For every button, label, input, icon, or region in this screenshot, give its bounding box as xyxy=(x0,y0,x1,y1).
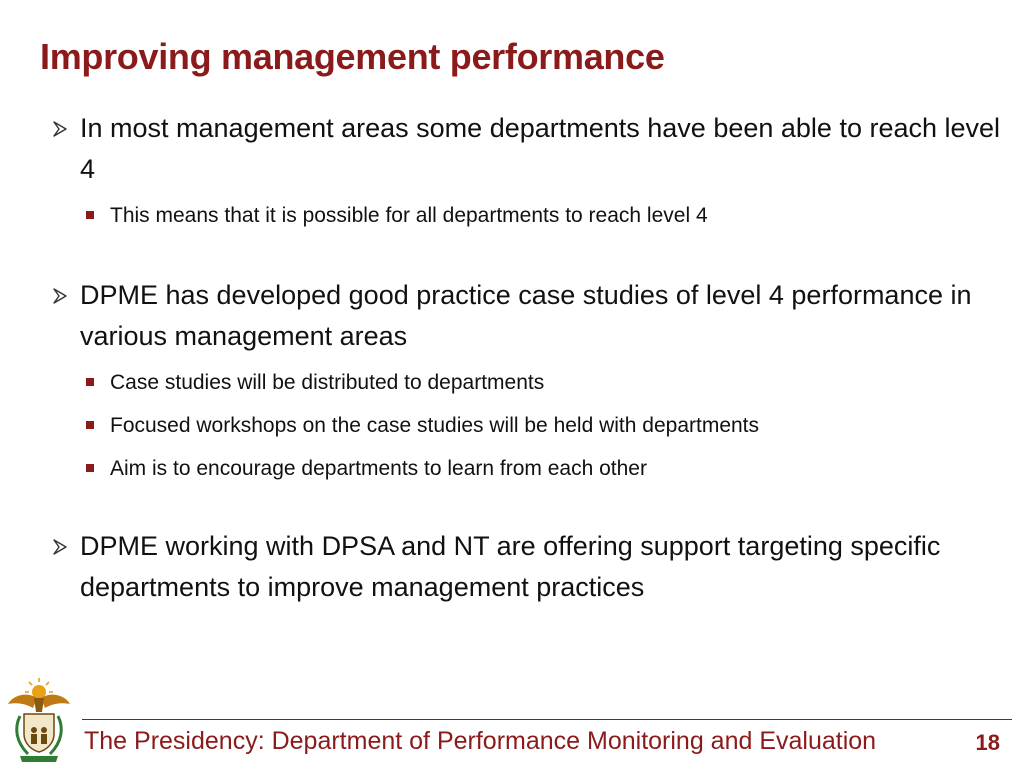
sub-bullet-item xyxy=(86,361,1002,404)
arrowhead-bullet-icon xyxy=(52,539,68,555)
bullet-text: DPME has developed good practice case studies of level 4 performance in various management areas xyxy=(80,280,972,351)
bullet-item xyxy=(52,275,1002,357)
bullet-item xyxy=(52,526,1002,608)
square-bullet-icon xyxy=(86,211,94,219)
square-bullet-icon xyxy=(86,421,94,429)
sub-bullet-text: Case studies will be distributed to departments xyxy=(110,371,545,394)
sub-bullet-list xyxy=(86,194,1002,237)
sub-bullet-item xyxy=(86,404,1002,447)
slide-content xyxy=(52,108,1002,608)
bullet-text: DPME working with DPSA and NT are offering support targeting specific departments to improve management practices xyxy=(80,531,941,602)
footer-text: The Presidency: Department of Performance Monitoring and Evaluation xyxy=(84,727,877,755)
square-bullet-icon xyxy=(86,464,94,472)
page-number: 18 xyxy=(975,730,1000,755)
arrowhead-bullet-icon xyxy=(52,288,68,304)
arrowhead-bullet-icon xyxy=(52,121,68,137)
sub-bullet-list xyxy=(86,361,1002,490)
footer-divider xyxy=(82,719,1012,720)
sub-bullet-text: This means that it is possible for all departments to reach level 4 xyxy=(110,204,708,227)
bullet-text: In most management areas some departments have been able to reach level 4 xyxy=(80,113,1001,184)
sub-bullet-item xyxy=(86,447,1002,490)
sub-bullet-text: Focused workshops on the case studies will be held with departments xyxy=(110,414,760,437)
slide-title: Improving management performance xyxy=(40,36,665,77)
sub-bullet-text: Aim is to encourage departments to learn from each other xyxy=(110,457,647,480)
bullet-item xyxy=(52,108,1002,190)
square-bullet-icon xyxy=(86,378,94,386)
coat-of-arms-icon xyxy=(4,672,74,764)
sub-bullet-item xyxy=(86,194,1002,237)
